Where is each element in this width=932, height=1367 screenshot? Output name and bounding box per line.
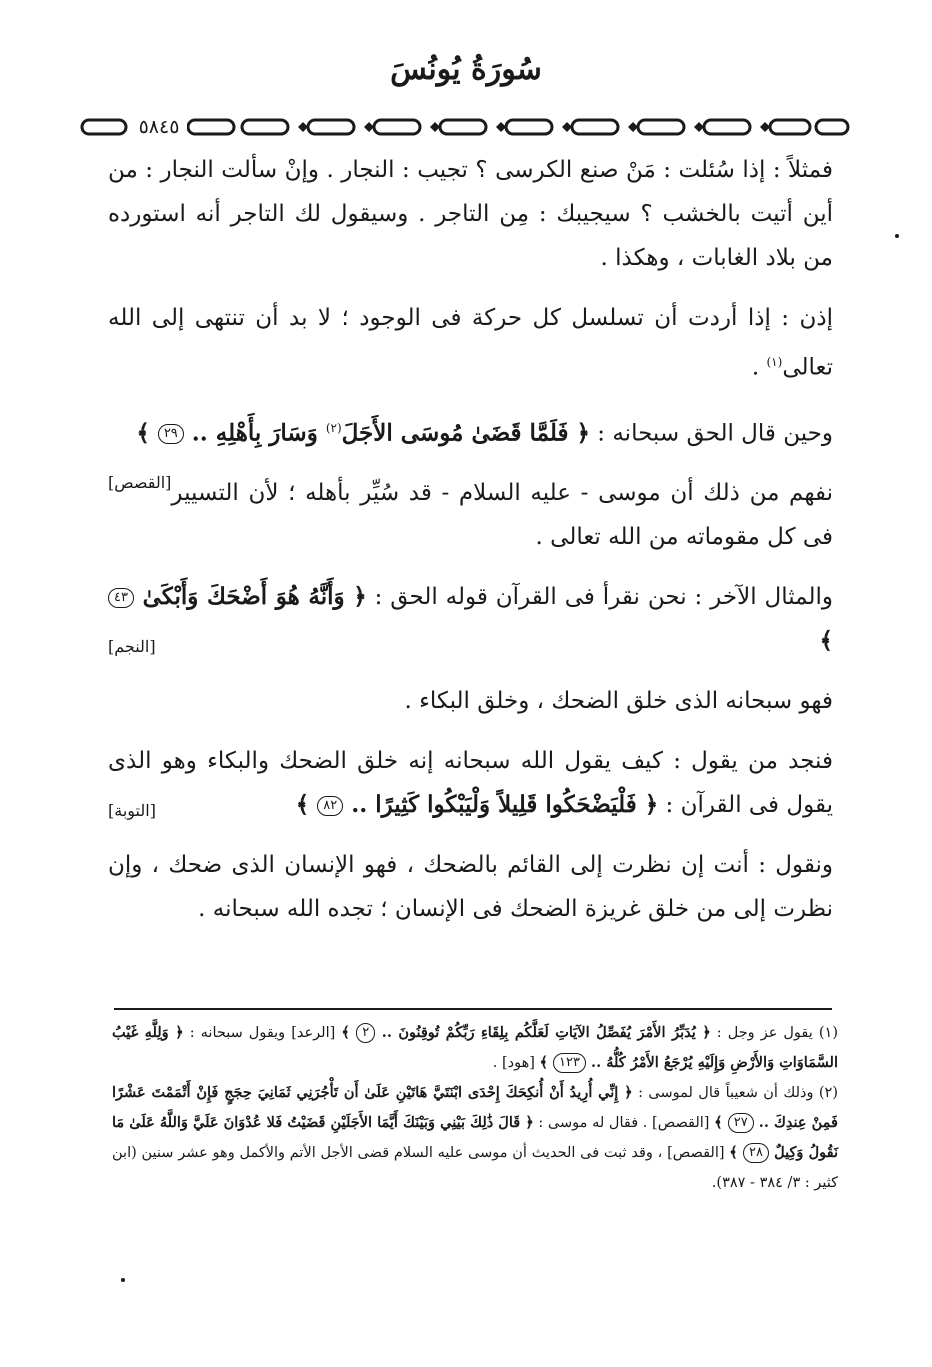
verse-close-bracket: ﴾: [714, 1114, 728, 1131]
paragraph-2: [108, 296, 833, 390]
paragraph-text: فهو سبحانه الذى خلق الضحك ، وخلق البكاء .: [404, 688, 833, 715]
footnote-2: [112, 1078, 838, 1198]
paragraph-3: [108, 406, 833, 493]
surah-reference: [النجم]: [108, 637, 156, 657]
surah-reference: [التوبة]: [108, 801, 156, 821]
margin-speck: [895, 234, 899, 238]
quran-verse-continued: وَسَارَ بِأَهْلِهِ ..: [183, 419, 326, 447]
paragraph-6: [108, 679, 833, 723]
footnote-verse: ﴿ إِنِّي أُرِيدُ أَنْ أُنكِحَكَ إِحْدَى ابْنَتَيَّ هَاتَيْنِ عَلَىٰ أَن تَأْجُرَنِي ثَمَانِيَ حِجَجٍ فَإِنْ أَتْمَمْتَ عَشْرًا فَمِنْ عِندِكَ ..: [112, 1084, 838, 1131]
footnote-mark: (١): [818, 1025, 838, 1041]
footnote-mid: [الرعد] ويقول سبحانه :: [183, 1025, 342, 1041]
quran-verse: ﴿ فَلْيَضْحَكُوا قَلِيلاً وَلْيَبْكُوا كَثِيرًا ..: [343, 791, 659, 819]
paragraph-5: [108, 575, 833, 663]
footnote-lead: وذلك أن شعيباً قال لموسى :: [632, 1085, 819, 1101]
footnote-lead: يقول عز وجل :: [710, 1025, 819, 1041]
paragraph-8: [108, 843, 833, 931]
verse-close-bracket: ﴾: [729, 1144, 743, 1161]
verse-close-bracket: ﴾: [136, 419, 158, 447]
ayah-number: ٤٣: [108, 588, 134, 608]
main-text: [108, 148, 833, 947]
footnote-verse: ﴿ قَالَ ذَٰلِكَ بَيْنِي وَبَيْنَكَ أَيَّمَا الأَجَلَيْنِ قَضَيْتُ فَلا عُدْوَانَ عَلَيَّ وَاللَّهُ عَلَىٰ مَا نَقُولُ وَكِيلٌ: [112, 1114, 838, 1161]
footnote-marker: (١): [766, 355, 783, 369]
footnote-tail: [هود] .: [492, 1055, 540, 1071]
paragraph-1: [108, 148, 833, 280]
surah-reference: [القصص]: [108, 473, 172, 493]
ayah-number: ٨٢: [317, 796, 343, 816]
quran-verse: ﴿ فَلَمَّا قَضَىٰ مُوسَى الأَجَلَ: [341, 419, 590, 447]
paragraph-4: [108, 471, 833, 559]
paragraph-lead: والمثال الآخر : نحن نقرأ فى القرآن قوله الحق :: [366, 584, 833, 611]
margin-speck: [121, 1278, 125, 1282]
footnote-divider: [114, 1008, 832, 1010]
paragraph-text: إذن : إذا أردت أن تسلسل كل حركة فى الوجود ؛ لا بد أن تنتهى إلى الله تعالى: [108, 305, 833, 381]
page-number: ٥٨٤٥: [131, 112, 187, 142]
verse-close-bracket: ﴾: [819, 627, 833, 655]
verse-close-bracket: ﴾: [295, 791, 318, 819]
verse-close-bracket: ﴾: [539, 1054, 554, 1071]
paragraph-text: فمثلاً : إذا سُئلت : مَنْ صنع الكرسى ؟ تجيب : النجار . وإنْ سألت النجار : من أين أتيت بالخشب ؟ سيجيبك : مِن التاجر . وسيقول لك التاجر أنه استورده من بلاد الغابات ، وهكذا .: [108, 157, 833, 271]
surah-title: سُورَةُ يُونُسَ: [390, 52, 542, 87]
paragraph-text: نفهم من ذلك أن موسى - عليه السلام - قد سُيِّر بأهله ؛ لأن التسيير فى كل مقوماته من الله تعالى .: [171, 480, 833, 551]
ayah-number: ١٢٣: [553, 1053, 586, 1073]
footnote-tail: [القصص] ، وقد ثبت فى الحديث أن موسى عليه السلام قضى الأجل الأتم والأكمل وهو عشر سنين (ابن كثير : ٣/ ٣٨٤ - ٣٨٧).: [112, 1145, 838, 1191]
paragraph-end: .: [751, 354, 767, 381]
footnote-mid: [القصص] . فقال له موسى :: [533, 1115, 715, 1131]
footnote-1: [112, 1018, 838, 1078]
ayah-number: ٢٧: [728, 1113, 754, 1133]
paragraph-lead: وحين قال الحق سبحانه :: [589, 420, 833, 447]
header-ornament-border: [80, 112, 850, 142]
footnote-marker: (٢): [325, 420, 342, 435]
paragraph-lead: فنجد من يقول : كيف يقول الله سبحانه إنه خلق الضحك والبكاء وهو الذى يقول فى القرآن :: [108, 748, 833, 819]
paragraph-7: [108, 739, 833, 827]
quran-verse: ﴿ وَأَنَّهُ هُوَ أَضْحَكَ وَأَبْكَىٰ: [133, 583, 367, 611]
ayah-number: ٢٨: [743, 1143, 769, 1163]
ayah-number: ٢٩: [158, 424, 184, 444]
footnote-verse: ﴿ يُدَبِّرُ الأَمْرَ يُفَصِّلُ الآيَاتِ لَعَلَّكُم بِلِقَاءِ رَبِّكُمْ تُوقِنُونَ ..: [375, 1024, 711, 1041]
ayah-number: ٢: [356, 1023, 375, 1043]
footnote-verse: ﴿ وَلِلَّهِ غَيْبُ السَّمَاوَاتِ وَالأَرْضِ وَإِلَيْهِ يُرْجَعُ الأَمْرُ كُلُّهُ ..: [112, 1024, 838, 1071]
paragraph-text: ونقول : أنت إن نظرت إلى القائم بالضحك ، فهو الإنسان الذى ضحك ، وإن نظرت إلى من خلق غريزة الضحك فى الإنسان ؛ تجده الله سبحانه .: [108, 852, 833, 923]
footnote-mark: (٢): [818, 1085, 838, 1101]
footnotes: [112, 1018, 838, 1198]
verse-close-bracket: ﴾: [341, 1024, 357, 1041]
